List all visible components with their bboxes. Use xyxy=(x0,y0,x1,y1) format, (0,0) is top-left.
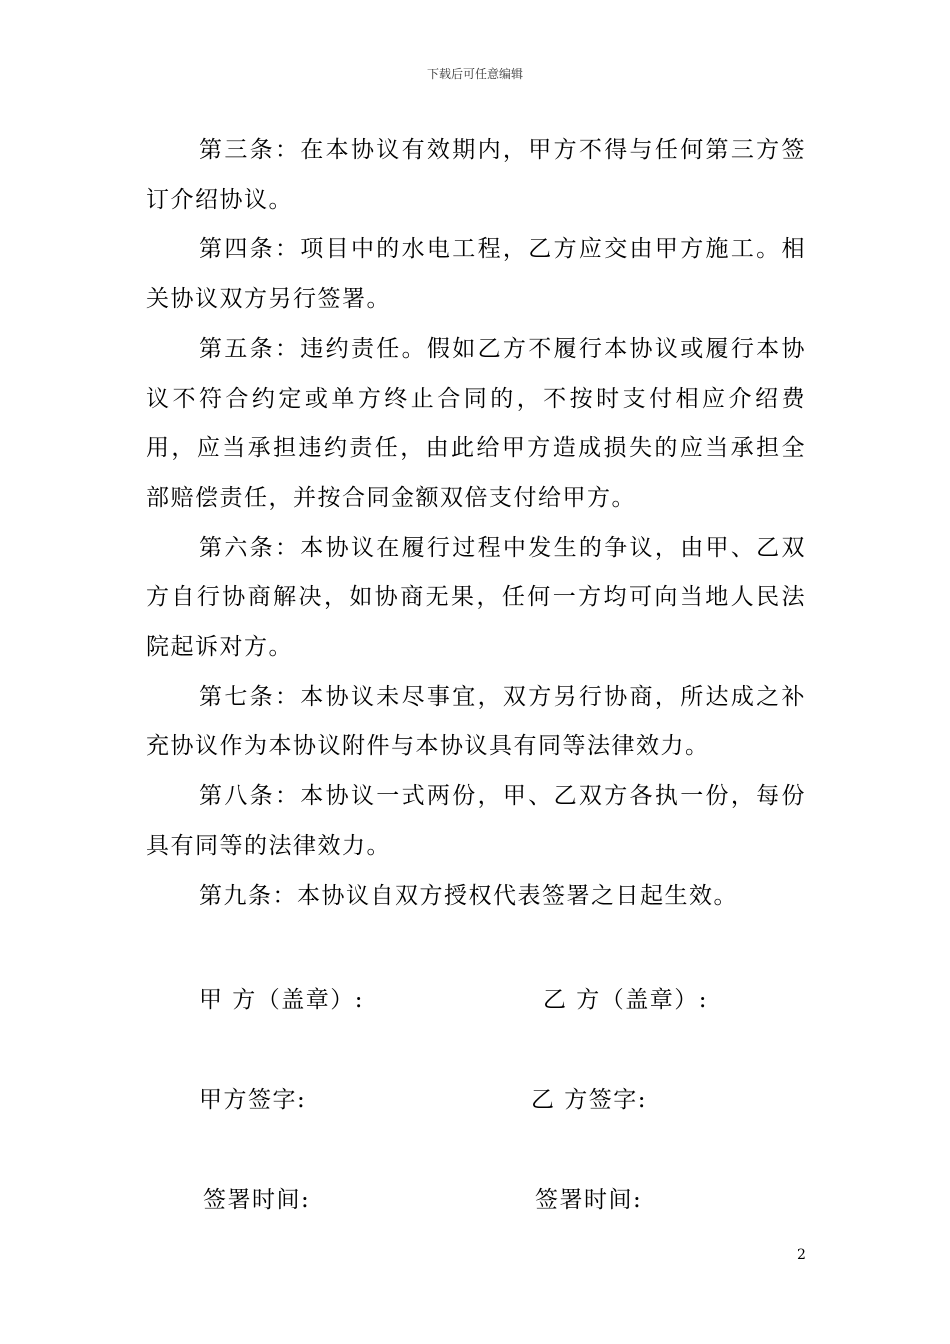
article-5: 第五条：违约责任。假如乙方不履行本协议或履行本协议不符合约定或单方终止合同的，不按时支付相应介绍费用，应当承担违约责任，由此给甲方造成损失的应当承担全部赔偿责任，并按合同金额双倍支付给甲方。 xyxy=(146,335,806,511)
page-header: 下载后可任意编辑 xyxy=(426,67,523,81)
document-body xyxy=(146,126,806,921)
article-3: 第三条：在本协议有效期内，甲方不得与任何第三方签 订介绍协议。 xyxy=(146,137,806,213)
article-9: 第九条：本协议自双方授权代表签署之日起生效。 xyxy=(199,882,738,909)
page-number: 2 xyxy=(797,1247,806,1263)
party-a-sign-label: 甲方签字: xyxy=(199,1087,307,1113)
article-4: 第四条：项目中的水电工程，乙方应交由甲方施工。相关协议双方另行签署。 xyxy=(146,236,806,313)
party-a-seal-label: 甲 方（盖章）: xyxy=(199,987,365,1013)
party-b-seal-label: 乙 方（盖章）: xyxy=(543,987,709,1013)
article-6: 第六条：本协议在履行过程中发生的争议，由甲、乙双方自行协商解决，如协商无果，任何一方均可向当地人民法院起诉对方。 xyxy=(146,534,806,661)
article-8: 第八条：本协议一式两份，甲、乙双方各执一份，每份具有同等的法律效力。 xyxy=(146,783,806,859)
party-b-sign-label: 乙 方签字: xyxy=(531,1087,648,1113)
article-7: 第七条：本协议未尽事宜，双方另行协商，所达成之补充协议作为本协议附件与本协议具有同等法律效力。 xyxy=(146,683,806,760)
party-b-date-label: 签署时间: xyxy=(535,1187,643,1213)
party-a-date-label: 签署时间: xyxy=(203,1187,311,1213)
